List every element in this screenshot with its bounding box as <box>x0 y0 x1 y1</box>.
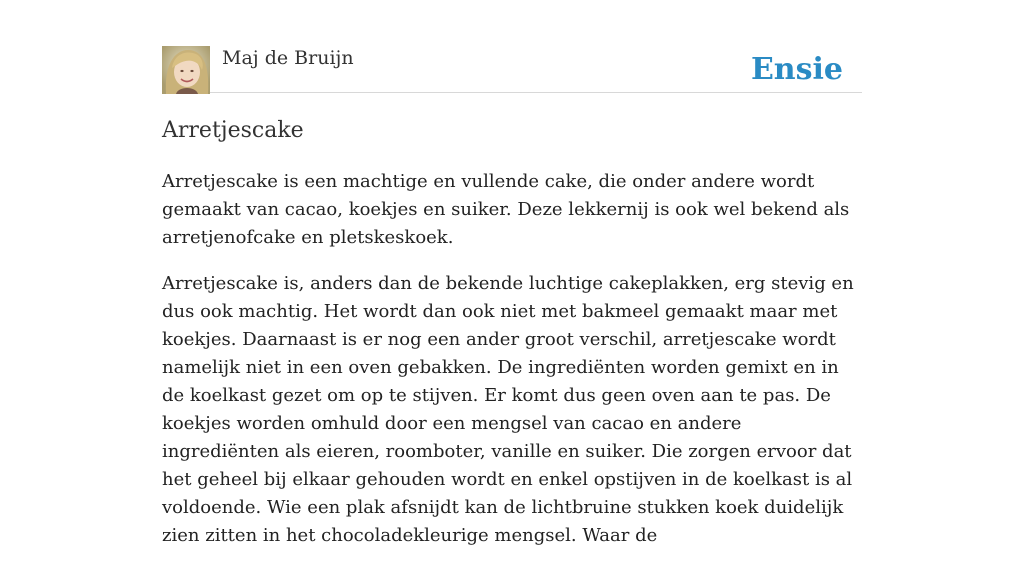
header <box>162 46 862 93</box>
ensie-logo[interactable]: Ensie <box>750 52 843 87</box>
article-paragraph: Arretjescake is, anders dan de bekende luchtige cakeplakken, erg stevig en dus ook machtig. Het wordt dan ook niet met bakmeel gemaakt maar met koekjes. Daarnaast is er nog een ander groot verschil, arretjescake wordt namelijk niet in een oven gebakken. De ingrediënten worden gemixt en in de koelkast gezet om op te stijven. Er komt dus geen oven aan te pas. De koekjes worden omhuld door een mengsel van cacao en andere ingrediënten als eieren, roomboter, vanille en suiker. Die zorgen ervoor dat het geheel bij elkaar gehouden wordt en enkel opstijven in de koelkast is al voldoende. Wie een plak afsnijdt kan de lichtbruine stukken koek duidelijk zien zitten in het chocoladekleurige mengsel. Waar de <box>162 273 854 546</box>
author-name[interactable]: Maj de Bruijn <box>222 47 354 69</box>
article-title: Arretjescake <box>162 118 304 143</box>
avatar[interactable] <box>162 46 210 94</box>
avatar-image <box>162 46 210 94</box>
article-paragraph: Arretjescake is een machtige en vullende cake, die onder andere wordt gemaakt van cacao, koekjes en suiker. Deze lekkernij is ook wel bekend als arretjenofcake en pletskeskoek. <box>162 171 850 248</box>
article-body <box>162 168 862 568</box>
